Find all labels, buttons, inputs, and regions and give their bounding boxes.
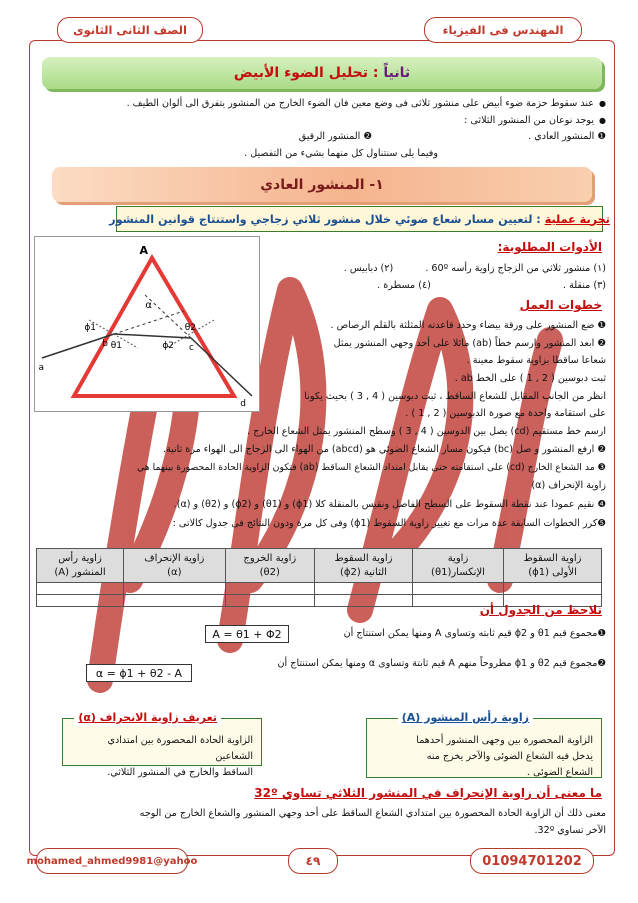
label-b: b [102,339,108,349]
experiment-box [109,206,610,232]
experiment-label: تجربة عملية [544,212,610,226]
note-1: ❶مجموع قيم θ1 و ϕ2 قيم ثابته وتساوى A ومنها يمكن استنتاج أن [343,628,606,639]
step-1: ❶ ضع المنشور على ورقة بيضاء وحدد قاعدته المثلثة بالقلم الرصاص . [330,320,606,331]
page-number: ٤٩ [288,848,338,874]
step-4a: انظر من الجانب المقابل للشعاع الساقط ، ثبت دبوسين ( 4 , 3 ) بحيث يكونا [304,391,606,402]
deviation-definition-title: تعريف زاوية الانحراف (α) [74,710,221,726]
table-row [37,583,602,595]
intro-line-4: وفيما يلى سنتناول كل منهما بشيء من التفصيل . [244,148,438,159]
formula-deviation: α = ϕ1 + θ2 - A [86,664,192,682]
deviation-definition-line: الساقط والخارج في المنشور الثلاثي. [107,767,253,778]
prism-diagram [34,236,260,412]
step-7a: ❸ مد الشعاع الخارج (cd) على استقامته حتى يقابل امتداد الشعاع الساقط (ab) فتكون الزاوية الحادة المحصورة بينهما هي [137,462,606,473]
step-3: ثبت دبوسين ( 2 , 1 ) على الخط ab . [454,373,606,384]
apex-definition-line: الزاوية المحصورة بين وجهى المنشور أحدهما [416,735,593,746]
results-table [36,548,602,607]
section-number: ثانياً [383,65,411,81]
label-a: a [38,363,44,373]
tool-prism: (١) منشور ثلاثي من الزجاج زاوية رأسه 60º . [425,263,606,274]
tool-pins: (٢) دبابيس . [343,263,394,274]
formula-apex: A = θ1 + Φ2 [205,625,289,643]
table-header-row [37,549,602,583]
tools-row-2 [260,278,606,294]
table-header: زاوية الإنحراف (α) [124,549,226,583]
table-header: زاوية السقوط الثانية (ϕ2) [314,549,412,583]
section-title [42,57,602,89]
table-header: زاوية رأس المنشور (A) [37,549,124,583]
table-header: زاوية الإنكسار(θ1) [412,549,503,583]
label-apex: A [139,244,148,257]
step-7b: زاوية الإنحراف (α) [531,480,606,491]
table-header: زاوية السقوط الأولى (ϕ1) [504,549,602,583]
header-subject-tab: المهندس فى الفيزياء [424,17,582,43]
meaning-answer-2: الآخر تساوي 32º. [534,825,606,836]
section-heading: : تحليل الضوء الأبيض [233,65,379,81]
tools-row-1 [260,261,606,277]
label-theta1: θ1 [110,341,122,351]
header-grade-tab: الصف الثانى الثانوى [57,17,203,43]
notes-heading: نلاحظ من الجدول أن [479,603,602,617]
subsection-title: ١- المنشور العادي [52,167,592,202]
step-2b: شعاعا ساقطا بزاوية سقوط معينة . [466,355,606,366]
footer-email: mohamed_ahmed9981@yahoo [36,848,188,874]
tool-protractor: (٣) منقلة . [562,280,606,291]
prism-type-1: ❶ المنشور العادي . [528,131,606,142]
label-d: d [240,399,246,409]
apex-definition-title: زاوية رأس المنشور (A) [398,710,533,726]
label-phi2: ϕ2 [162,341,174,351]
footer-phone: 01094701202 [470,848,594,874]
tools-heading: الأدوات المطلوبة: [497,240,602,254]
deviation-definition-line: الزاوية الحادة المحصورة بين امتدادي الشعاعين [107,735,253,762]
intro-line-2: ● يوجد نوعان من المنشور الثلاثى : [32,113,606,129]
meaning-answer-1: معنى ذلك أن الزاوية الحادة المحصورة بين امتدادي الشعاع الساقط على أحد وجهي المنشور والشعاع الخارج من الوجه [139,808,606,819]
intro-line-1: ● عند سقوط حزمة ضوء أبيض على منشور ثلاثى فى وضع معين فان الضوء الخارج من المنشور يتفرق الى ألوان الطيف . [32,96,606,112]
tool-ruler: (٤) مسطرة . [377,280,431,291]
steps-heading: خطوات العمل [519,298,602,312]
apex-definition-line: الشعاع الضوئى . [526,767,593,778]
step-6: ❷ ارفع المنشور و صل (bc) فيكون مسار الشعاع الضوئي هو (abcd) من الهواء الى الزجاج الى الهواء مرة ثانية. [162,444,606,455]
note-2: ❷مجموع قيم θ2 و ϕ1 مطروحاً منهم A قيم ثابتة وتساوى α ومنها يمكن استنتاج أن [277,658,606,669]
step-4b: على استقامة واحدة مع صورة الدبوسين ( 2 , 1 ) . [405,408,606,419]
deviation-angle-definition [62,711,262,778]
label-theta2: θ2 [184,323,196,333]
prism-types [32,129,606,145]
meaning-question: ما معنى أن زاوية الإنحراف في المنشور الثلاثي تساوي 32º [254,786,602,800]
label-phi1: ϕ1 [84,323,96,333]
step-2a: ❷ ابعد المنشور وارسم خطاً (ab) مائلا على أحد وجهي المنشور يمثل [333,338,606,349]
table-header: زاوية الخروج (θ2) [225,549,314,583]
prism-type-2: ❷ المنشور الرقيق [298,131,372,142]
experiment-text: : لتعيين مسار شعاع ضوئي خلال منشور ثلاثي زجاجي واستنتاج قوانين المنشور [109,212,541,226]
label-alpha: α [145,300,152,311]
apex-angle-definition [366,711,602,778]
step-8: ❹ نقيم عمودا عند نقطة السقوط على السطح الفاصل ونقيس بالمنقلة كلا (ϕ1) و (θ1) و (ϕ2) و (θ2) و (α). [173,499,606,510]
apex-definition-line: يدخل فيه الشعاع الضوئى والآخر يخرج منه [426,751,593,762]
label-c: c [189,343,194,353]
step-5: ارسم خط مستقيم (cd) يصل بين الدوسين ( 4 , 3 ) وسطح المنشور يمثل الشعاع الخارج . [247,426,606,437]
step-9: ❺كرر الخطوات السابقة عدة مرات مع تغيير زاوية السقوط (ϕ1) وفى كل مرة ودون النتائج فى جدول كالاتى : [172,518,606,529]
